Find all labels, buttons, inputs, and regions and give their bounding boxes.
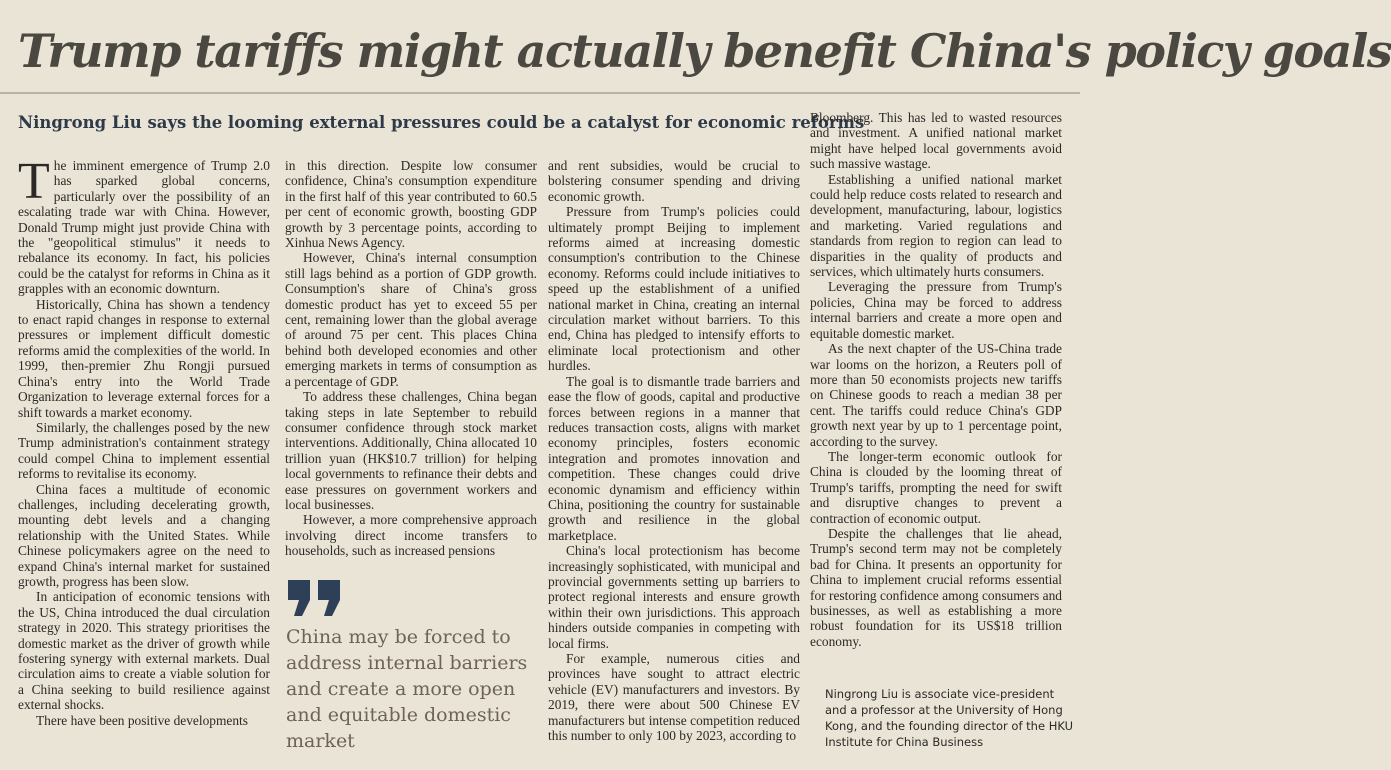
standfirst: Ningrong Liu says the looming external pressures could be a catalyst for economic reforms	[18, 113, 865, 132]
paragraph: in this direction. Despite low consumer confidence, China's consumption expenditure in the first half of this year contributed to 60.5 per cent of economic growth, boosting GDP growth by 3 percentage points, according to Xinhua News Agency.	[285, 158, 537, 251]
paragraph: For example, numerous cities and provinces have sought to attract electric vehicle (EV) manufacturers and investors. By 2019, there were about 500 Chinese EV manufacturers but intense competition reduced this number to only 100 by 2023, according to	[548, 651, 800, 744]
paragraph: China's local protectionism has become increasingly sophisticated, with municipal and provincial governments setting up barriers to protect regional interests and ensure growth within their own jurisdictions. This approach hinders outside companies in competing with local firms.	[548, 543, 800, 651]
paragraph: China faces a multitude of economic challenges, including decelerating growth, mounting debt levels and a changing relationship with the United States. While Chinese policymakers agree on the need to expand China's internal market for sustained growth, progress has been slow.	[18, 481, 270, 589]
pull-quote: China may be forced to address internal barriers and create a more open and equitable domestic market	[286, 626, 528, 752]
paragraph: However, China's internal consumption still lags behind as a portion of GDP growth. Consumption's share of China's gross domestic product has yet to exceed 55 per cent, remaining lower than the global average of around 75 per cent. This places China behind both developed economies and other emerging markets in terms of consumption as a percentage of GDP.	[285, 250, 537, 389]
paragraph: The imminent emergence of Trump 2.0 has sparked global concerns, particularly over the possibility of an escalating trade war with China. However, Donald Trump might just provide China with the "geopolitical stimulus" it needs to rebalance its economy. In fact, his policies could be the catalyst for reforms in China as it grapples with an economic downturn.	[18, 153, 270, 297]
paragraph: However, a more comprehensive approach involving direct income transfers to households, such as increased pensions	[285, 512, 537, 559]
author-bio: Ningrong Liu is associate vice-president and a professor at the University of Hong Kong, and the founding director of the HKU Institute for China Business	[825, 687, 1073, 749]
article-column-4	[810, 110, 1062, 649]
paragraph: The goal is to dismantle trade barriers and ease the flow of goods, capital and productive forces between regions in a manner that reduces transaction costs, aligns with market economy principles, fosters economic integration and promotes innovation and competition. These changes could drive economic dynamism and efficiency within China, positioning the country for sustainable growth and resilience in the global marketplace.	[548, 373, 800, 543]
paragraph: and rent subsidies, would be crucial to bolstering consumer spending and driving economic growth.	[548, 158, 800, 204]
paragraph: In anticipation of economic tensions with the US, China introduced the dual circulation strategy in 2020. This strategy prioritises the domestic market as the driver of growth while fostering synergy with external markets. Dual circulation aims to create a viable solution for a China seeking to build resilience against external shocks.	[18, 589, 270, 713]
article-column-3	[548, 158, 800, 743]
quote-mark-icon	[286, 578, 346, 618]
paragraph: As the next chapter of the US-China trade war looms on the horizon, a Reuters poll of more than 50 economists projects new tariffs on Chinese goods to reach a median 38 per cent. The tariffs could reduce China's GDP growth next year by up to 1 percentage point, according to the survey.	[810, 341, 1062, 449]
paragraph: Establishing a unified national market could help reduce costs related to research and development, manufacturing, labour, logistics and marketing. Varied regulations and standards from region to region can lead to disparities in the quality of products and services, which ultimately hurts consumers.	[810, 171, 1062, 280]
paragraph: To address these challenges, China began taking steps in late September to rebuild consumer confidence through stock market interventions. Additionally, China allocated 10 trillion yuan (HK$10.7 trillion) for helping local governments to refinance their debts and ease pressures on government workers and local businesses.	[285, 389, 537, 512]
paragraph: Leveraging the pressure from Trump's policies, China may be forced to address internal barriers and create a more open and equitable domestic market.	[810, 279, 1062, 341]
paragraph: The longer-term economic outlook for China is clouded by the looming threat of Trump's tariffs, prompting the need for swift and disruptive changes to prevent a contraction of economic output.	[810, 448, 1062, 526]
paragraph: Pressure from Trump's policies could ultimately prompt Beijing to implement reforms aimed at increasing domestic consumption's contribution to the Chinese economy. Reforms could include initiatives to speed up the establishment of a unified national market in China, creating an internal circulation market without barriers. To this end, China has pledged to intensify efforts to eliminate local protectionism and other hurdles.	[548, 204, 800, 374]
article-column-2	[285, 158, 537, 559]
headline: Trump tariffs might actually benefit China's policy goals	[18, 24, 1391, 78]
paragraph: Similarly, the challenges posed by the new Trump administration's containment strategy could compel China to implement essential reforms to revitalise its economy.	[18, 419, 270, 482]
headline-divider	[0, 92, 1080, 94]
paragraph: Historically, China has shown a tendency to enact rapid changes in response to external pressures or implement difficult domestic reforms amid the complexities of the world. In 1999, then-premier Zhu Rongji pursued China's entry into the World Trade Organization to leverage external forces for a shift towards a market economy.	[18, 296, 270, 420]
paragraph: Despite the challenges that lie ahead, Trump's second term may not be completely bad for China. It presents an opportunity for China to implement crucial reforms essential for restoring confidence among consumers and businesses, as well as establishing a more robust foundation for its US$18 trillion economy.	[810, 525, 1062, 649]
article-column-1	[18, 153, 270, 728]
paragraph: Bloomberg. This has led to wasted resources and investment. A unified national market might have helped local governments avoid such massive wastage.	[810, 110, 1062, 172]
paragraph: There have been positive developments	[36, 712, 248, 728]
drop-cap: T	[18, 153, 50, 210]
